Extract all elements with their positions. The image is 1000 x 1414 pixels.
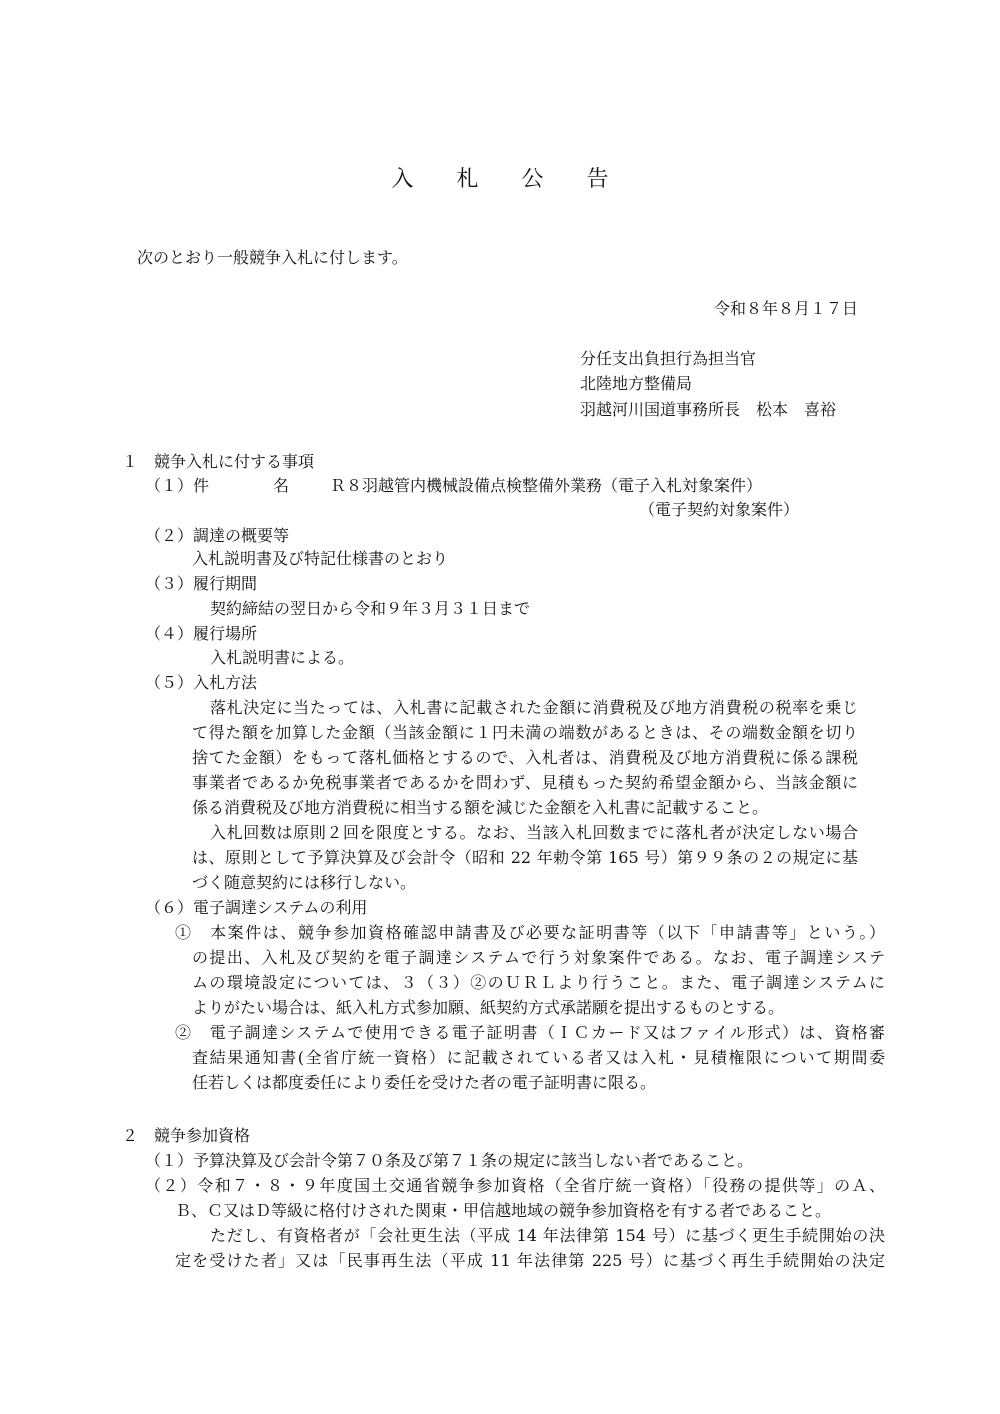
item-1-6-paragraph-line: よりがたい場合は、紙入札方式参加願、紙契約方式承諾願を提出するものとする。 [192,998,785,1017]
item-1-6-paragraph-line: の提出、入札及び契約を電子調達システムで行う対象案件である。なお、電子調達システ [192,948,885,967]
item-1-4-label: （４）履行場所 [145,624,258,643]
item-1-5-paragraph-line: 落札決定に当たっては、入札書に記載された金額に消費税及び地方消費税の税率を乗じ [210,698,858,717]
item-2-1-text: （１）予算決算及び会計令第７０条及び第７１条の規定に該当しない者であること。 [145,1151,754,1170]
issuer-name: 羽越河川国道事務所長 松本 喜裕 [580,400,837,419]
item-1-5-label: （５）入札方法 [145,673,258,692]
item-2-2-line: ただし、有資格者が「会社更生法（平成 14 年法律第 154 号）に基づく更生手続開始の決 [210,1226,885,1245]
item-1-4-text: 入札説明書による。 [210,648,355,667]
item-1-6-paragraph-line: ② 電子調達システムで使用できる電子証明書（ＩＣカード又はファイル形式）は、資格審 [175,1023,885,1042]
issuer-bureau: 北陸地方整備局 [580,374,693,393]
item-1-6-paragraph-line: ① 本案件は、競争参加資格確認申請書及び必要な証明書等（以下「申請書等」という。） [175,923,885,942]
item-1-5-paragraph-line: 捨てた金額）をもって落札価格とするので、入札者は、消費税及び地方消費税に係る課税 [192,748,858,767]
issue-date: 令和８年８月１７日 [713,299,858,318]
item-1-6-label: （６）電子調達システムの利用 [145,898,368,917]
item-1-1-value-note: （電子契約対象案件） [639,500,800,519]
item-1-1-value: Ｒ８羽越管内機械設備点検整備外業務（電子入札対象案件） [330,476,763,495]
item-2-2-line: Ｂ、Ｃ又はＤ等級に格付けされた関東・甲信越地域の競争参加資格を有する者であること。 [175,1201,832,1220]
item-2-2-line: （２）令和７・８・９年度国土交通省競争参加資格（全省庁統一資格）「役務の提供等」のＡ、 [145,1176,885,1195]
item-1-6-paragraph-line: 査結果通知書(全省庁統一資格）に記載されている者又は入札・見積権限について期間委 [192,1048,885,1067]
item-1-5-paragraph-line: 入札回数は原則２回を限度とする。なお、当該入札回数までに落札者が決定しない場合 [210,823,858,842]
item-1-5-paragraph-line: 係る消費税及び地方消費税に相当する額を減じた金額を入札書に記載すること。 [192,798,769,817]
item-1-2-text: 入札説明書及び特記仕様書のとおり [192,549,449,568]
item-1-3-text: 契約締結の翌日から令和９年３月３１日まで [210,599,531,618]
item-1-1-label: （１）件 名 [145,476,290,495]
item-1-6-paragraph-line: 任若しくは都度委任により委任を受けた者の電子証明書に限る。 [192,1073,657,1092]
item-1-3-label: （３）履行期間 [145,574,258,593]
intro-text: 次のとおり一般競争入札に付します。 [137,248,408,267]
issuer-title: 分任支出負担行為担当官 [580,349,757,368]
item-1-5-paragraph-line: て得た額を加算した金額（当該金額に１円未満の端数があるときは、その端数金額を切り [192,723,858,742]
item-2-2-line: 定を受けた者」又は「民事再生法（平成 11 年法律第 225 号）に基づく再生手続開始の決定 [175,1251,885,1270]
item-1-6-paragraph-line: ムの環境設定については、３（３）②のＵＲＬより行うこと。また、電子調達システムに [192,973,885,992]
item-1-2-label: （２）調達の概要等 [145,526,290,545]
item-1-5-paragraph-line: 事業者であるか免税事業者であるかを問わず、見積もった契約希望金額から、当該金額に [192,773,858,792]
item-1-5-paragraph-line: づく随意契約には移行しない。 [192,873,417,892]
item-1-5-paragraph-line: は、原則として予算決算及び会計令（昭和 22 年勅令第 165 号）第９９条の２の規定に基 [192,848,858,867]
section-2-heading: ２ 競争参加資格 [122,1126,251,1145]
document-title: 入 札 公 告 [391,167,627,192]
section-1-heading: １ 競争入札に付する事項 [122,452,315,471]
